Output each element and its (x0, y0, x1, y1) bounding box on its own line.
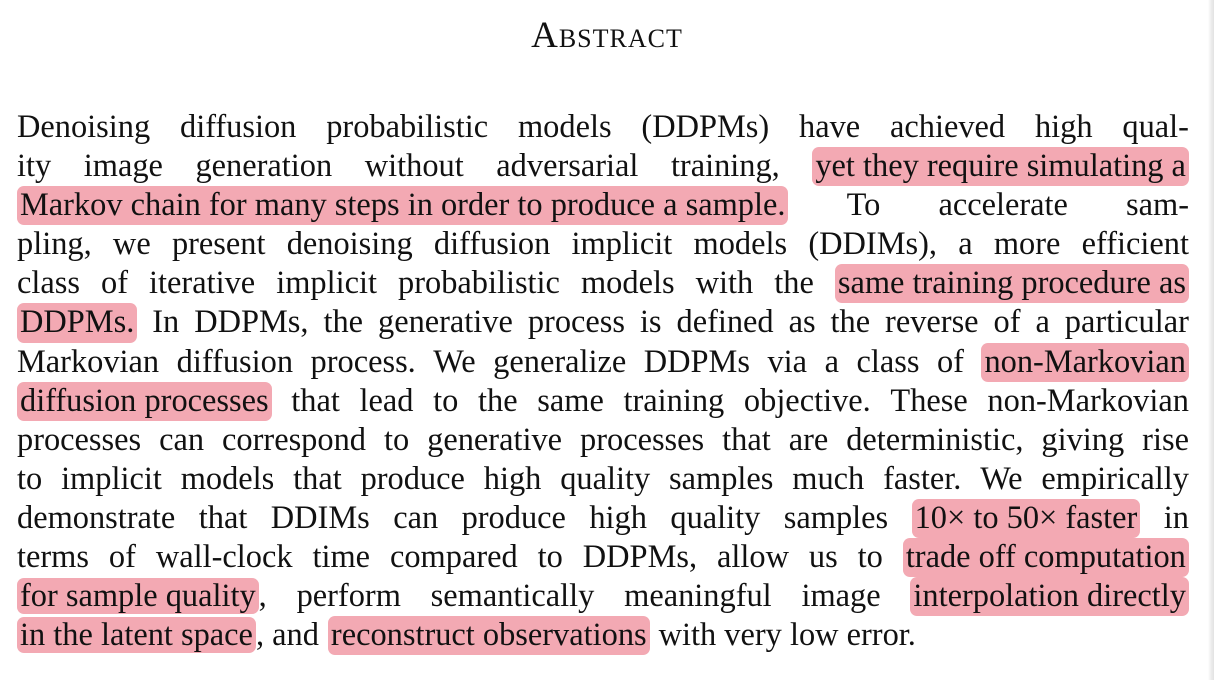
word: meaningful (624, 578, 772, 615)
word: the (774, 265, 814, 302)
word: non-Markovian (987, 382, 1189, 419)
word: via (767, 343, 808, 380)
word: image (801, 578, 881, 615)
word: of (936, 343, 964, 380)
highlighted-phrase: for sample quality (17, 578, 259, 614)
word: implicit (276, 265, 377, 302)
highlighted-phrase: same training procedure as (835, 264, 1189, 303)
word: denoising (286, 226, 413, 263)
word: produce (360, 460, 465, 497)
word: training, (670, 148, 780, 185)
word: models (180, 460, 275, 497)
word: diffusion (180, 109, 297, 145)
word: models (517, 109, 612, 145)
word: sam- (1126, 187, 1189, 224)
highlighted-phrase: in the latent space (17, 617, 256, 653)
word: high (589, 499, 647, 536)
word: pling, (17, 226, 92, 263)
word: particular (1064, 304, 1189, 341)
word: implicit (571, 226, 673, 263)
word: empirically (1041, 460, 1189, 497)
word: generative (427, 421, 563, 458)
word: giving (1041, 421, 1125, 458)
highlight-with-punct (17, 616, 319, 655)
word: to (433, 382, 459, 419)
abstract-line (17, 343, 1189, 382)
word: high (483, 460, 542, 497)
word: These (890, 382, 968, 419)
abstract-line (17, 382, 1189, 421)
abstract-line (17, 147, 1189, 186)
word: training (623, 382, 725, 419)
abstract-line (17, 538, 1189, 577)
word: that (198, 499, 248, 536)
word: We (433, 343, 476, 380)
word: class (17, 265, 80, 302)
abstract-line (17, 264, 1189, 303)
word: accelerate (938, 187, 1068, 224)
word: achieved (890, 109, 1006, 145)
word: generative (378, 304, 513, 341)
word: objective. (743, 382, 871, 419)
word: wall-clock (155, 539, 293, 576)
highlighted-phrase: 10× to 50× faster (912, 499, 1141, 538)
word: a (1035, 304, 1050, 341)
word: as (788, 304, 816, 341)
word: process (527, 304, 625, 341)
word: efficient (1081, 226, 1189, 263)
word: faster. (883, 460, 962, 497)
word: allow (717, 539, 789, 576)
word: , (258, 578, 267, 615)
word: us (808, 539, 838, 576)
highlighted-phrase: trade off computation (903, 538, 1189, 577)
word: image (83, 148, 163, 185)
word: we (112, 226, 151, 263)
abstract-body (17, 108, 1189, 655)
word: processes (17, 421, 142, 458)
word: more (993, 226, 1061, 263)
word: lead (359, 382, 414, 419)
abstract-line (17, 616, 1189, 655)
word: samples (669, 460, 774, 497)
word: high (1034, 109, 1093, 145)
abstract-line (17, 460, 1189, 499)
word: that (722, 421, 771, 458)
highlighted-phrase: interpolation directly (910, 577, 1189, 616)
word: samples (783, 499, 889, 536)
word: Denoising (17, 109, 151, 145)
word: the (830, 304, 871, 341)
word: terms (17, 539, 89, 576)
word: demonstrate (17, 499, 176, 536)
word: defined (676, 304, 774, 341)
word: compared (389, 539, 518, 576)
word: can (159, 421, 205, 458)
word: that (293, 460, 342, 497)
abstract-line (17, 577, 1189, 616)
word: DDPMs, (582, 539, 698, 576)
abstract-line (17, 499, 1189, 538)
word: deterministic, (846, 421, 1024, 458)
word: DDPMs (643, 343, 750, 380)
word: probabilistic (398, 265, 560, 302)
word: that (291, 382, 340, 419)
word: processes (580, 421, 705, 458)
word: models (580, 265, 675, 302)
word: with very low error. (658, 617, 916, 654)
word: a (824, 343, 839, 380)
word: to (537, 539, 563, 576)
word: To (846, 187, 881, 224)
abstract-line (17, 303, 1189, 342)
word: class (856, 343, 920, 380)
word: present (171, 226, 266, 263)
word: iterative (149, 265, 256, 302)
word: DDIMs (270, 499, 370, 536)
highlighted-phrase: DDPMs. (17, 303, 137, 342)
word: to (857, 539, 883, 576)
word: have (799, 109, 861, 145)
highlighted-phrase: Markov chain for many steps in order to produce a sample. (17, 186, 788, 225)
highlighted-phrase: non-Markovian (981, 343, 1189, 382)
word: diffusion (433, 226, 551, 263)
highlighted-phrase: reconstruct observations (328, 616, 650, 655)
word: We (980, 460, 1023, 497)
word: to (383, 421, 410, 458)
word: implicit (61, 460, 162, 497)
word: perform (296, 578, 401, 615)
word: are (788, 421, 829, 458)
word: diffusion (176, 343, 294, 380)
word: in (1163, 499, 1189, 536)
word: models (693, 226, 788, 263)
word: adversarial (496, 148, 639, 185)
word: (DDPMs) (641, 109, 770, 145)
word: is (639, 304, 662, 341)
highlighted-phrase: diffusion processes (17, 382, 272, 421)
word: the (478, 382, 518, 419)
word: same (537, 382, 604, 419)
word: with (695, 265, 754, 302)
abstract-line (17, 186, 1189, 225)
abstract-heading: Abstract (531, 15, 683, 56)
word: produce (461, 499, 566, 536)
word: correspond (222, 421, 366, 458)
word: of (993, 304, 1021, 341)
abstract-line (17, 108, 1189, 147)
word: a (958, 226, 973, 263)
highlighted-phrase: yet they require simulating a (812, 147, 1189, 186)
word: to (17, 460, 43, 497)
word: much (792, 460, 865, 497)
word: semantically (430, 578, 595, 615)
word: Markovian (17, 343, 160, 380)
word: probabilistic (326, 109, 489, 145)
word: without (364, 148, 464, 185)
word: ity (17, 148, 52, 185)
word: DDPMs, (194, 304, 309, 341)
word: time (312, 539, 371, 576)
word: (DDIMs), (808, 226, 937, 263)
abstract-line (17, 225, 1189, 264)
word: reverse (885, 304, 979, 341)
highlight-with-punct (17, 577, 267, 616)
word: generation (195, 148, 333, 185)
word: of (101, 265, 128, 302)
word: quality (670, 499, 761, 536)
word: can (393, 499, 439, 536)
word: generalize (493, 343, 627, 380)
word: , and (255, 617, 319, 654)
word: process. (310, 343, 416, 380)
word: rise (1142, 421, 1189, 458)
word: quality (560, 460, 651, 497)
word: the (323, 304, 364, 341)
abstract-line (17, 421, 1189, 460)
word: qual- (1122, 109, 1189, 145)
word: In (152, 304, 180, 341)
page-edge (1208, 0, 1214, 680)
word: of (108, 539, 136, 576)
